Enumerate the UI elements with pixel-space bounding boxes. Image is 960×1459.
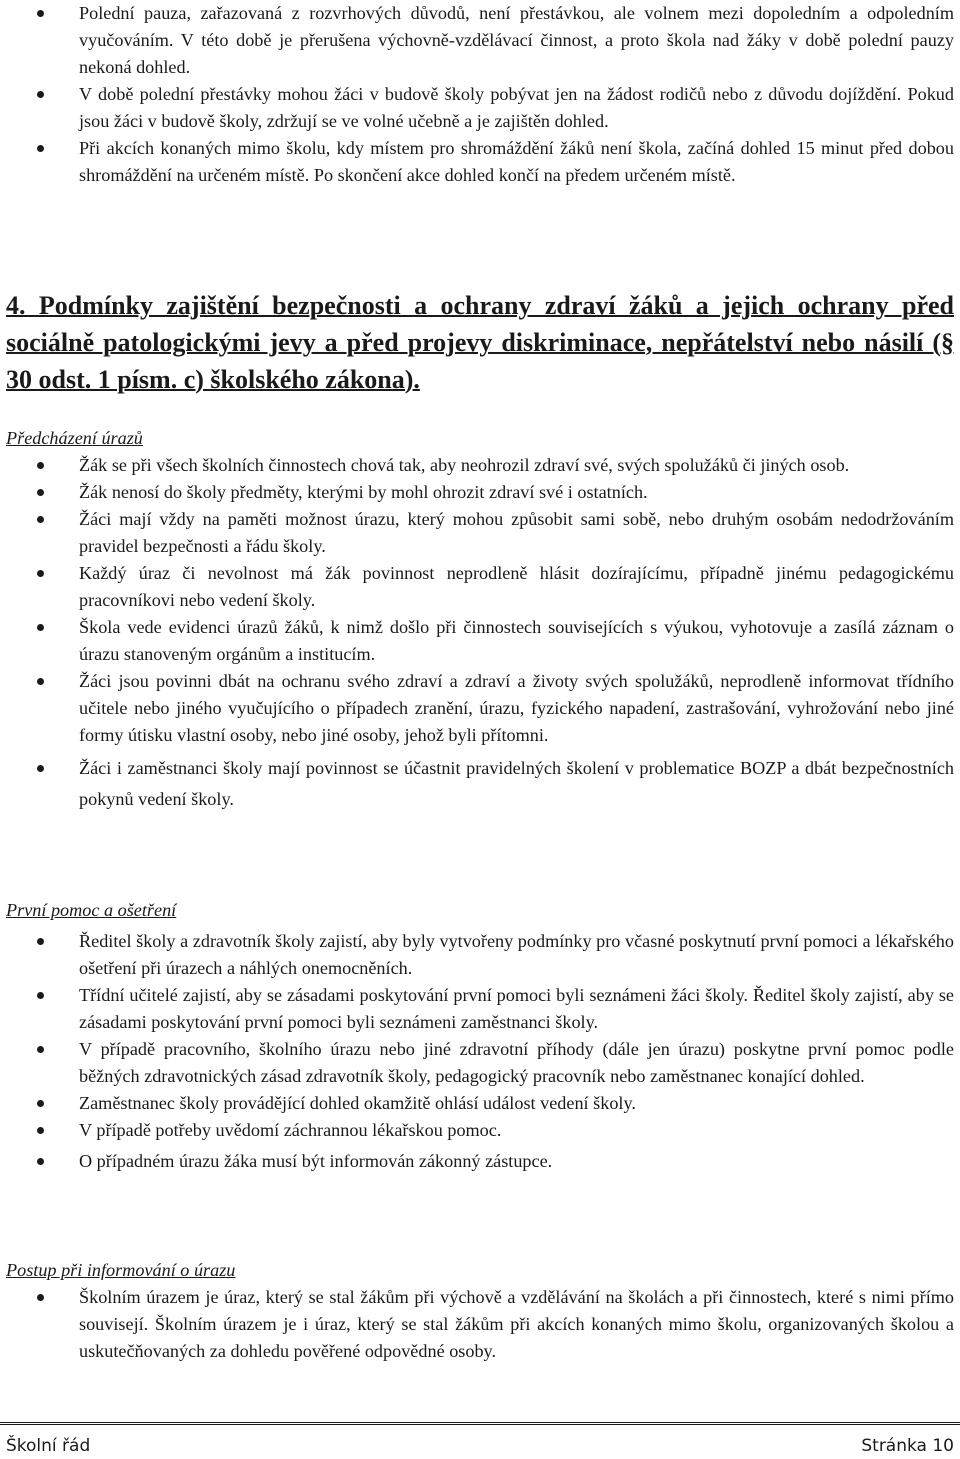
bullet-icon: [37, 462, 44, 469]
bullet-icon: [37, 765, 44, 772]
bullet-icon: [37, 570, 44, 577]
footer-page-number: Stránka 10: [861, 1436, 954, 1456]
bullet-icon: [37, 1127, 44, 1134]
intro-list: [0, 0, 960, 189]
bullet-icon: [37, 489, 44, 496]
list-item: Ředitel školy a zdravotník školy zajistí, aby byly vytvořeny podmínky pro včasné poskytnutí první pomoci a lékařského ošetření při úrazech a náhlých onemocněních.: [0, 928, 960, 982]
list-item: Školním úrazem je úraz, který se stal žákům při výchově a vzdělávání na školách a při činnostech, které s nimi přímo souvisejí. Školním úrazem je i úraz, který se stal žákům při akcích konaných mimo školu, organizovaných školou a uskutečňovaných za dohledu pověřené odpovědné osoby.: [0, 1284, 960, 1365]
bullet-icon: [37, 145, 44, 152]
subheading-first-aid: První pomoc a ošetření: [6, 900, 177, 920]
footer-divider: [0, 1422, 960, 1425]
bullet-icon: [37, 1158, 44, 1165]
list-item: Škola vede evidenci úrazů žáků, k nimž došlo při činnostech souvisejících s výukou, vyhotovuje a zasílá záznam o úrazu stanoveným orgánům a institucím.: [0, 614, 960, 668]
bullet-icon: [37, 938, 44, 945]
list-item: Zaměstnanec školy provádějící dohled okamžitě ohlásí událost vedení školy.: [0, 1090, 960, 1117]
bullet-icon: [37, 91, 44, 98]
subheading-injury-prevention: Předcházení úrazů: [6, 428, 143, 448]
section-heading: 4. Podmínky zajištění bezpečnosti a ochrany zdraví žáků a jejich ochrany před sociálně patologickými jevy a před projevy diskriminace, nepřátelství nebo násilí (§ 30 odst. 1 písm. c) školského zákona).: [6, 291, 954, 394]
list-item: Třídní učitelé zajistí, aby se zásadami poskytování první pomoci byli seznámeni žáci školy. Ředitel školy zajistí, aby se zásadami poskytování první pomoci byli seznámeni zaměstnanci školy.: [0, 982, 960, 1036]
list-item: V případě potřeby uvědomí záchrannou lékařskou pomoc.: [0, 1117, 960, 1144]
list-item: Žáci i zaměstnanci školy mají povinnost se účastnit pravidelných školení v problematice BOZP a dbát bezpečnostních pokynů vedení školy.: [0, 753, 960, 815]
list-item: O případném úrazu žáka musí být informován zákonný zástupce.: [0, 1148, 960, 1175]
list-item: V případě pracovního, školního úrazu nebo jiné zdravotní příhody (dále jen úrazu) poskytne první pomoc podle běžných zdravotnických zásad zdravotník školy, pedagogický pracovník nebo zaměstnanec konající dohled.: [0, 1036, 960, 1090]
list-item: Žák nenosí do školy předměty, kterými by mohl ohrozit zdraví své i ostatních.: [0, 479, 960, 506]
list-item: Žák se při všech školních činnostech chová tak, aby neohrozil zdraví své, svých spolužáků či jiných osob.: [0, 452, 960, 479]
first-aid-list: [0, 928, 960, 1175]
list-item: Žáci mají vždy na paměti možnost úrazu, který mohou způsobit sami sobě, nebo druhým osobám nedodržováním pravidel bezpečnosti a řádu školy.: [0, 506, 960, 560]
footer-document-title: Školní řád: [6, 1436, 91, 1456]
bullet-icon: [37, 1046, 44, 1053]
list-item: Každý úraz či nevolnost má žák povinnost neprodleně hlásit dozírajícímu, případně jinému pedagogickému pracovníkovi nebo vedení školy.: [0, 560, 960, 614]
bullet-icon: [37, 1294, 44, 1301]
list-item: Polední pauza, zařazovaná z rozvrhových důvodů, není přestávkou, ale volnem mezi dopoledním a odpoledním vyučováním. V této době je přerušena výchovně-vzdělávací činnost, a proto škola nad žáky v době polední pauzy nekoná dohled.: [0, 0, 960, 81]
list-item: Při akcích konaných mimo školu, kdy místem pro shromáždění žáků není škola, začíná dohled 15 minut před dobou shromáždění na určeném místě. Po skončení akce dohled končí na předem určeném místě.: [0, 135, 960, 189]
injury-prevention-list: [0, 452, 960, 815]
bullet-icon: [37, 678, 44, 685]
injury-report-list: [0, 1284, 960, 1365]
bullet-icon: [37, 624, 44, 631]
list-item: Žáci jsou povinni dbát na ochranu svého zdraví a zdraví a životy svých spolužáků, neprodleně informovat třídního učitele nebo jiného vyučujícího o případech zranění, úrazu, fyzického napadení, zastrašování, vyhrožování nebo jiné formy útisku vlastní osoby, nebo jiné osoby, jehož byli přítomni.: [0, 668, 960, 749]
subheading-injury-report: Postup při informování o úrazu: [6, 1260, 236, 1280]
bullet-icon: [37, 992, 44, 999]
bullet-icon: [37, 10, 44, 17]
bullet-icon: [37, 1100, 44, 1107]
bullet-icon: [37, 516, 44, 523]
list-item: V době polední přestávky mohou žáci v budově školy pobývat jen na žádost rodičů nebo z důvodu dojíždění. Pokud jsou žáci v budově školy, zdržují se ve volné učebně a je zajištěn dohled.: [0, 81, 960, 135]
